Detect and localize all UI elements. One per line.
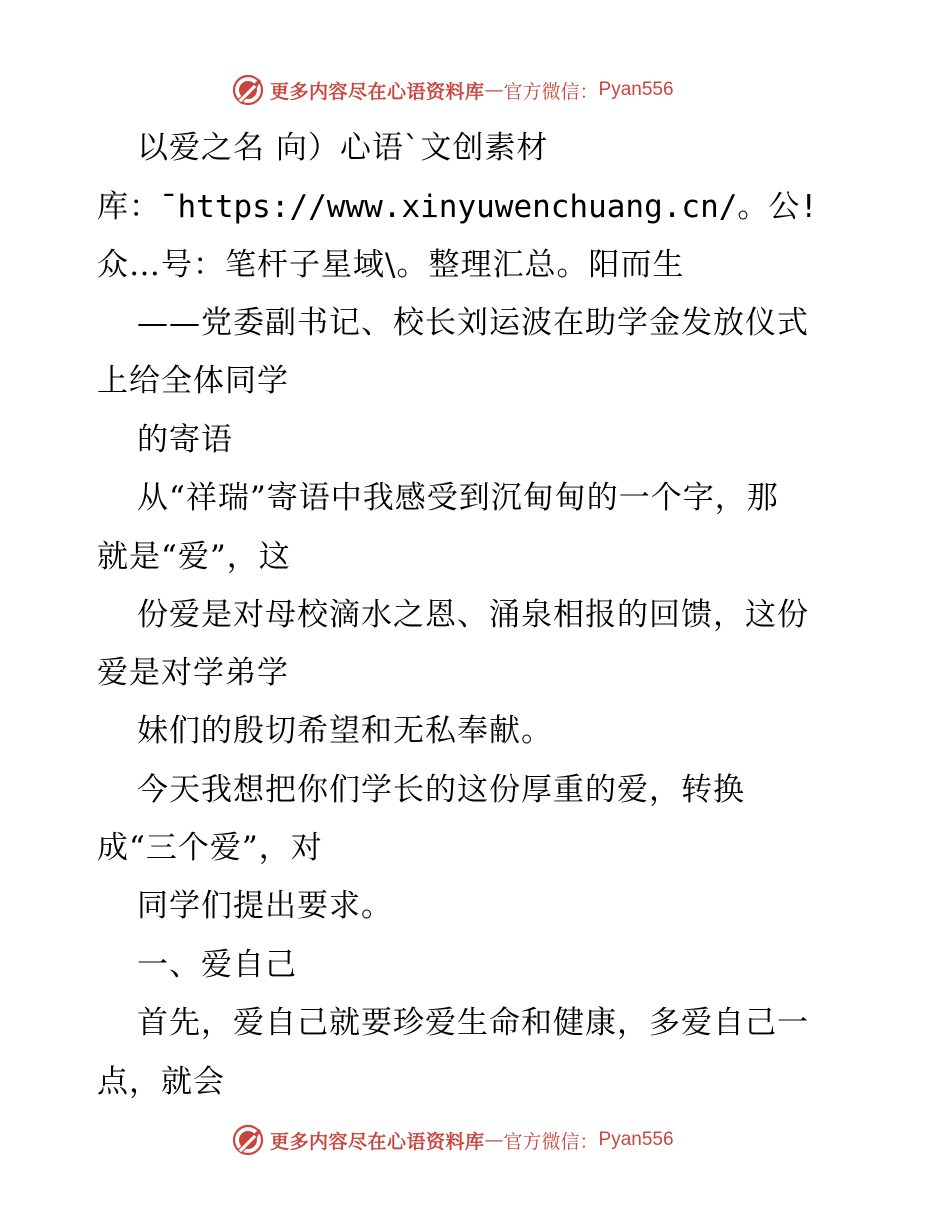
text-line-2-prefix: 库：¯ xyxy=(97,189,178,225)
pen-logo-icon xyxy=(232,74,264,106)
text-line-2 xyxy=(97,187,818,227)
text-line-10: 爱是对学弟学 xyxy=(97,655,289,691)
text-line-6: 的寄语 xyxy=(137,422,233,458)
watermark-text: 更多内容尽在心语资料库 xyxy=(270,1130,485,1153)
watermark-banner-top xyxy=(232,73,674,107)
text-line-3: 众…号：笔杆子星域\。整理汇总。阳而生 xyxy=(97,247,685,283)
text-line-9: 份爱是对母校滴水之恩、涌泉相报的回馈，这份 xyxy=(137,597,809,633)
text-line-2-url: https://www.xinyuwenchuang.cn/。公! xyxy=(177,189,819,225)
watermark-separator: — xyxy=(484,79,504,101)
watermark-wechat-id: Pyan556 xyxy=(598,1129,674,1150)
pen-logo-icon xyxy=(232,1124,264,1156)
text-line-4: ——党委副书记、校长刘运波在助学金发放仪式 xyxy=(137,305,809,341)
text-line-5: 上给全体同学 xyxy=(97,363,289,399)
text-line-1: 以爱之名 向）心语`文创素材 xyxy=(137,130,549,166)
watermark-wechat-label: 官方微信： xyxy=(503,1130,599,1153)
text-line-15: 一、爱自己 xyxy=(137,947,297,983)
watermark-wechat-label: 官方微信： xyxy=(503,80,599,103)
text-line-13: 成“三个爱”，对 xyxy=(97,830,323,866)
text-line-7: 从“祥瑞”寄语中我感受到沉甸甸的一个字，那 xyxy=(137,480,779,516)
watermark-banner-bottom xyxy=(232,1123,674,1157)
watermark-text: 更多内容尽在心语资料库 xyxy=(270,80,485,103)
text-line-11: 妹们的殷切希望和无私奉献。 xyxy=(137,713,553,749)
watermark-separator: — xyxy=(484,1129,504,1151)
text-line-12: 今天我想把你们学长的这份厚重的爱，转换 xyxy=(137,772,745,808)
text-line-16: 首先，爱自己就要珍爱生命和健康，多爱自己一 xyxy=(137,1005,809,1041)
text-line-14: 同学们提出要求。 xyxy=(137,888,393,924)
text-line-17: 点，就会 xyxy=(97,1064,225,1100)
watermark-wechat-id: Pyan556 xyxy=(598,79,674,100)
text-line-8: 就是“爱”，这 xyxy=(97,539,291,575)
